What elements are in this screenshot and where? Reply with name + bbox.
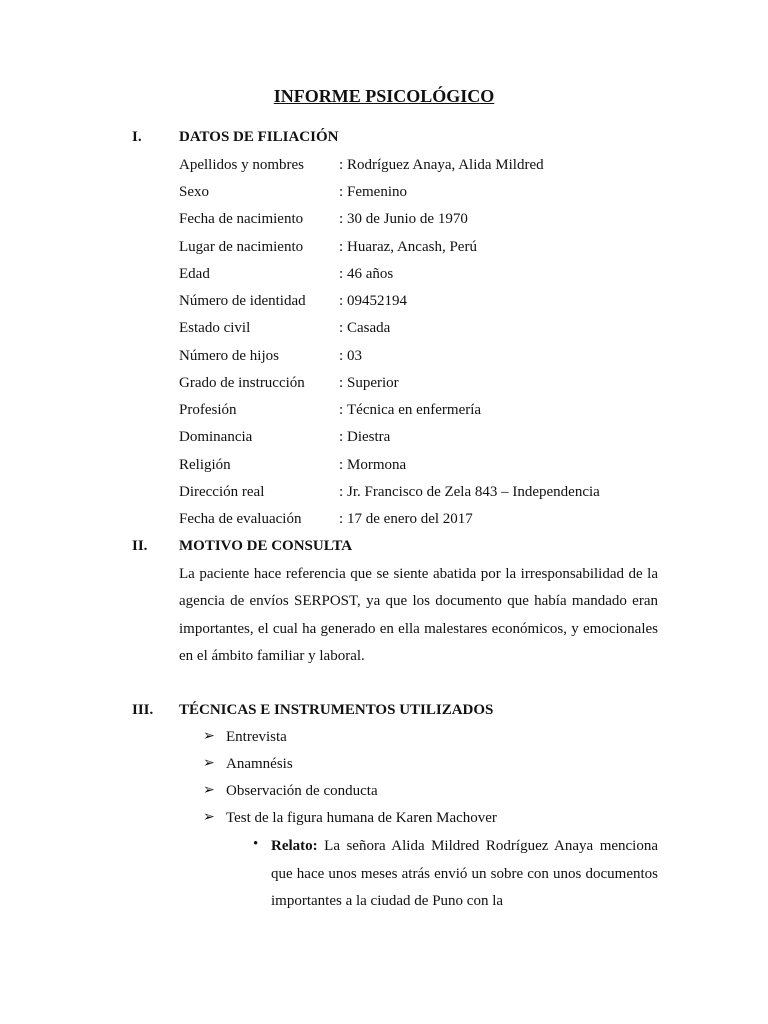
field-row <box>179 484 659 506</box>
field-colon: : <box>339 211 344 227</box>
motivo-paragraph: La paciente hace referencia que se siente abatida por la irresponsabilidad de la agencia de envíos SERPOST, ya que los documento que había mandado eran importantes, el cual ha generado en ella malestares económicos, y emocionales en el ámbito familiar y laboral. <box>179 566 658 664</box>
field-label: Apellidos y nombres <box>179 157 304 173</box>
field-row <box>179 511 659 533</box>
list-item-text: Entrevista <box>226 729 287 745</box>
field-row <box>179 184 659 206</box>
field-row <box>179 348 659 370</box>
section-1-title: DATOS DE FILIACIÓN <box>179 129 339 145</box>
field-colon: : <box>339 293 344 309</box>
field-row <box>179 293 659 315</box>
field-colon: : <box>339 457 344 473</box>
list-item-text: Anamnésis <box>226 756 293 772</box>
field-colon: : <box>339 484 344 500</box>
section-2-number: II. <box>132 538 148 554</box>
section-3-title: TÉCNICAS E INSTRUMENTOS UTILIZADOS <box>179 702 494 718</box>
field-value: 30 de Junio de 1970 <box>347 211 468 227</box>
field-label: Grado de instrucción <box>179 375 305 391</box>
field-colon: : <box>339 184 344 200</box>
field-value: Huaraz, Ancash, Perú <box>347 239 477 255</box>
field-label: Número de identidad <box>179 293 306 309</box>
field-label: Edad <box>179 266 210 282</box>
document-title: INFORME PSICOLÓGICO <box>273 86 495 106</box>
section-2-title: MOTIVO DE CONSULTA <box>179 538 353 554</box>
field-label: Lugar de nacimiento <box>179 239 304 255</box>
arrow-bullet-icon: ➢ <box>203 783 215 798</box>
field-label: Estado civil <box>179 320 251 336</box>
field-colon: : <box>339 266 344 282</box>
field-label: Fecha de nacimiento <box>179 211 304 227</box>
field-colon: : <box>339 429 344 445</box>
arrow-bullet-icon: ➢ <box>203 756 215 771</box>
list-item-text: Observación de conducta <box>226 783 378 799</box>
field-label: Dominancia <box>179 429 253 445</box>
field-row <box>179 320 659 342</box>
field-value: Superior <box>347 375 399 391</box>
relato-text: La señora Alida Mildred Rodríguez Anaya menciona que hace unos meses atrás envió un sobre con unos documentos importantes a la ciudad de Puno con la <box>271 838 659 910</box>
field-value: 03 <box>347 348 362 364</box>
field-value: Casada <box>347 320 391 336</box>
field-colon: : <box>339 348 344 364</box>
field-value: Femenino <box>347 184 407 200</box>
field-value: Mormona <box>347 457 407 473</box>
field-row <box>179 211 659 233</box>
field-label: Dirección real <box>179 484 265 500</box>
relato-label: Relato: <box>271 838 318 854</box>
field-row <box>179 239 659 261</box>
field-row <box>179 457 659 479</box>
arrow-bullet-icon: ➢ <box>203 810 215 825</box>
section-1-number: I. <box>132 129 142 145</box>
field-label: Fecha de evaluación <box>179 511 302 527</box>
field-colon: : <box>339 511 344 527</box>
field-colon: : <box>339 320 344 336</box>
field-value: Diestra <box>347 429 391 445</box>
field-colon: : <box>339 157 344 173</box>
field-row <box>179 157 659 179</box>
section-3-number: III. <box>132 702 154 718</box>
field-value: 17 de enero del 2017 <box>347 511 473 527</box>
field-colon: : <box>339 402 344 418</box>
field-row <box>179 375 659 397</box>
field-label: Sexo <box>179 184 209 200</box>
field-value: Jr. Francisco de Zela 843 – Independencia <box>347 484 600 500</box>
field-label: Número de hijos <box>179 348 279 364</box>
list-item-text: Test de la figura humana de Karen Machover <box>226 810 497 826</box>
arrow-bullet-icon: ➢ <box>203 729 215 744</box>
field-value: Técnica en enfermería <box>347 402 482 418</box>
field-label: Profesión <box>179 402 237 418</box>
field-value: 46 años <box>347 266 394 282</box>
round-bullet-icon: • <box>253 836 259 852</box>
field-row <box>179 402 659 424</box>
field-value: 09452194 <box>347 293 407 309</box>
field-value: Rodríguez Anaya, Alida Mildred <box>347 157 544 173</box>
field-colon: : <box>339 239 344 255</box>
field-row <box>179 266 659 288</box>
field-colon: : <box>339 375 344 391</box>
field-row <box>179 429 659 451</box>
field-label: Religión <box>179 457 231 473</box>
relato-paragraph <box>271 833 658 916</box>
